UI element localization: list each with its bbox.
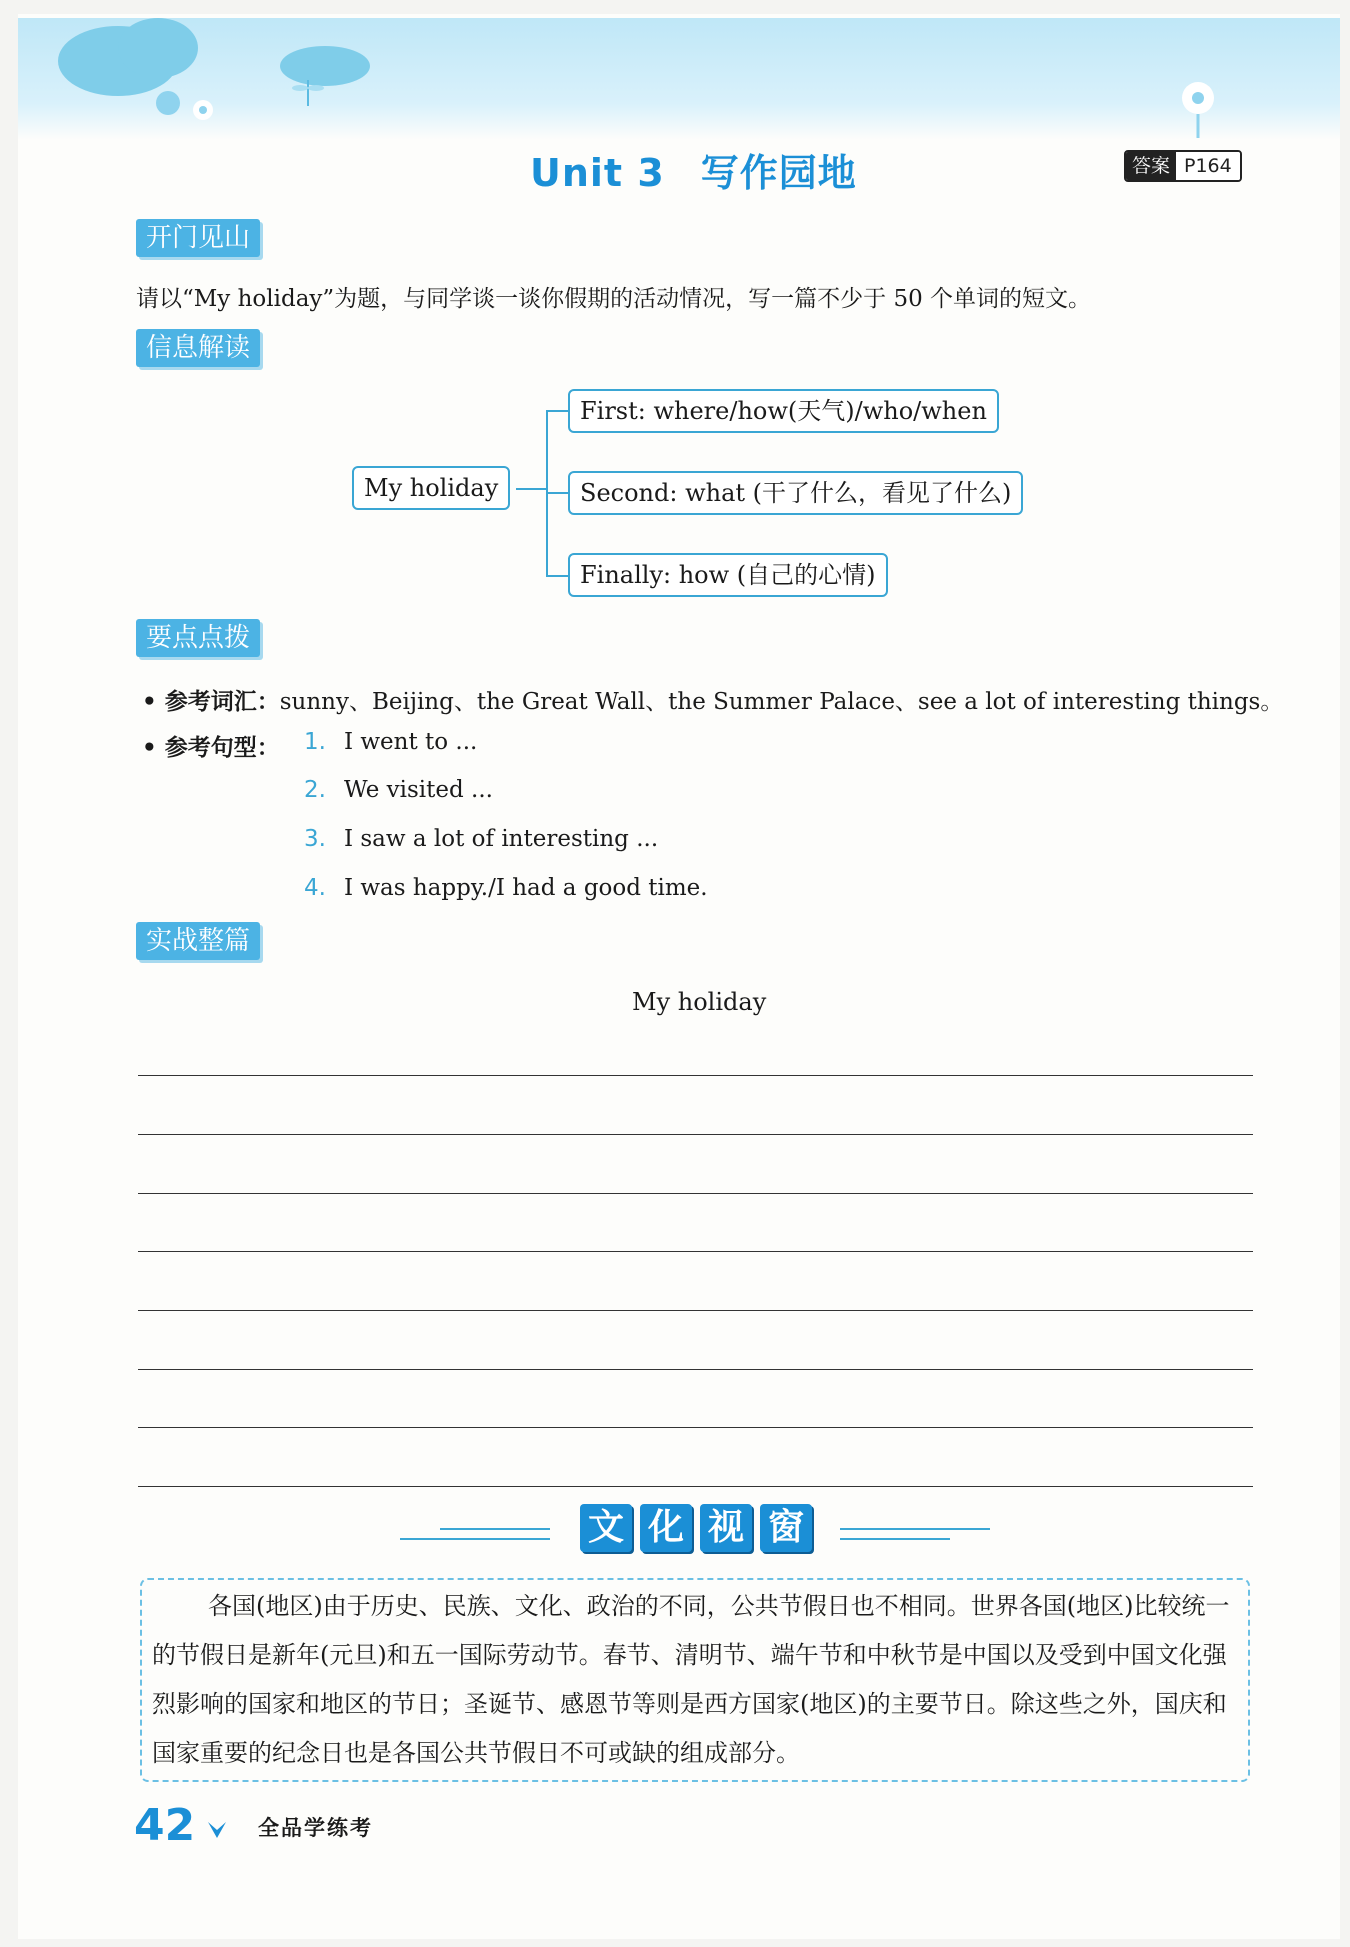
unit-label: Unit 3	[530, 151, 665, 195]
writing-line[interactable]	[138, 1193, 1253, 1194]
mindmap-branch-second: Second: what (干了什么，看见了什么)	[568, 471, 1023, 515]
decor-line	[440, 1528, 550, 1530]
sentence-item: 3. I saw a lot of interesting ...	[304, 826, 659, 852]
header-banner	[18, 18, 1340, 140]
essay-title: My holiday	[632, 988, 767, 1016]
culture-title-char: 窗	[760, 1504, 812, 1552]
writing-line[interactable]	[138, 1134, 1253, 1135]
mindmap-connector	[546, 575, 568, 577]
section-label-info: 信息解读	[136, 329, 260, 367]
sentence-item: 1. I went to ...	[304, 729, 478, 755]
sentence-item: 2. We visited ...	[304, 777, 493, 803]
page-title	[530, 142, 857, 197]
sentence-label: 参考句型：	[164, 735, 280, 761]
culture-title-char: 文	[580, 1504, 632, 1552]
writing-line[interactable]	[138, 1427, 1253, 1428]
flower-icon	[148, 78, 238, 138]
answer-label: 答案	[1126, 152, 1176, 180]
writing-line[interactable]	[138, 1075, 1253, 1076]
section-label-intro: 开门见山	[136, 219, 260, 257]
vocab-label: 参考词汇：	[164, 689, 280, 715]
answer-page: P164	[1176, 152, 1240, 180]
answer-badge	[1124, 150, 1242, 182]
vocab-text: sunny、Beijing、the Great Wall、the Summer Palace、see a lot of interesting things。	[279, 689, 1284, 715]
sentence-label-line: • 参考句型：	[142, 735, 280, 761]
footer-brand: 全品学练考	[258, 1816, 373, 1840]
mindmap-connector	[516, 488, 546, 490]
flower-icon	[1168, 68, 1228, 138]
section-label-tips: 要点点拨	[136, 619, 260, 657]
culture-title-char: 化	[640, 1504, 692, 1552]
culture-title-char: 视	[700, 1504, 752, 1552]
title-cn: 写作园地	[700, 151, 857, 195]
section-label-practice: 实战整篇	[136, 922, 260, 960]
mindmap-connector	[546, 410, 568, 412]
mindmap-branch-first: First: where/how(天气)/who/when	[568, 389, 999, 433]
leaf-icon	[206, 1818, 228, 1840]
prompt-text: 请以“My holiday”为题，与同学谈一谈你假期的活动情况，写一篇不少于 50 个单词的短文。	[136, 286, 1092, 312]
writing-line[interactable]	[138, 1486, 1253, 1487]
sentence-item: 4. I was happy./I had a good time.	[304, 875, 708, 901]
writing-line[interactable]	[138, 1369, 1253, 1370]
culture-paragraph: 各国(地区)由于历史、民族、文化、政治的不同，公共节假日也不相同。世界各国(地区)比较统一的节假日是新年(元旦)和五一国际劳动节。春节、清明节、端午节和中秋节是中国以及受到中国文化强烈影响的国家和地区的节日；圣诞节、感恩节等则是西方国家(地区)的主要节日。除这些之外，国庆和国家重要的纪念日也是各国公共节假日不可或缺的组成部分。	[152, 1592, 1230, 1767]
writing-line[interactable]	[138, 1310, 1253, 1311]
cloud-icon	[118, 18, 198, 78]
mindmap-branch-finally: Finally: how (自己的心情)	[568, 553, 888, 597]
decor-line	[840, 1528, 990, 1530]
vocab-line: • 参考词汇：sunny、Beijing、the Great Wall、the Summer Palace、see a lot of interesting things。	[142, 689, 1284, 715]
page-number: 42	[134, 1800, 196, 1851]
writing-line[interactable]	[138, 1251, 1253, 1252]
mindmap-center: My holiday	[352, 466, 510, 510]
decor-line	[400, 1538, 550, 1540]
mindmap-connector	[546, 492, 568, 494]
dragonfly-icon	[288, 78, 328, 108]
culture-title	[580, 1504, 812, 1552]
decor-line	[840, 1538, 950, 1540]
